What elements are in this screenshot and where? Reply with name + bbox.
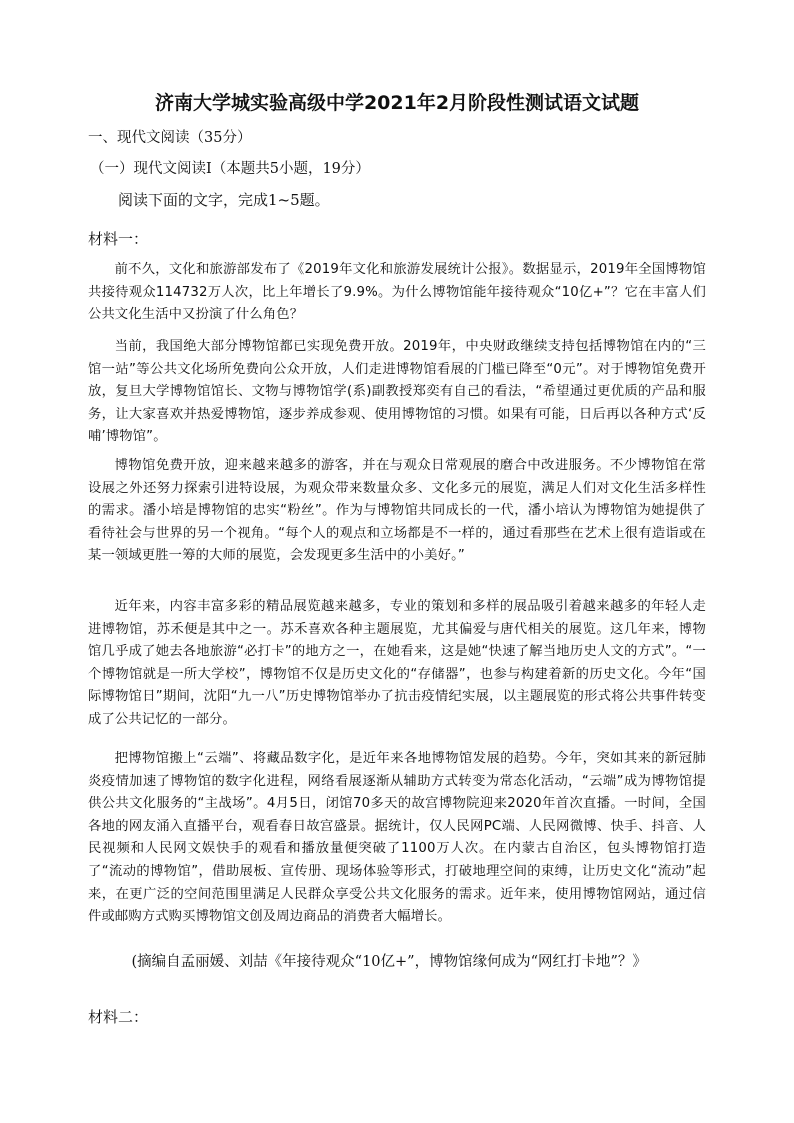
- material-one-label: 材料一：: [88, 230, 149, 248]
- paragraph-2: 当前，我国绝大部分博物馆都已实现免费开放。2019年，中央财政继续支持包括博物馆在内的“三馆一站”等公共文化场所免费向公众开放，人们走进博物馆看展的门槛已降至“0元”。对于博物馆免费开放，复旦大学博物馆馆长、文物与博物馆学(系)副教授郑奕有自己的看法，“希望通过更优质的产品和服务，让大家喜欢并热爱博物馆，逐步养成参观、使用博物馆的习惯。如果有可能，日后再以各种方式‘反哺’博物馆”。: [88, 339, 706, 445]
- exam-title: 济南大学城实验高级中学2021年2月阶段性测试语文试题: [154, 92, 640, 114]
- section-heading: 一、现代文阅读（35分）: [88, 130, 252, 146]
- reading-instruction: 阅读下面的文字，完成1~5题。: [118, 191, 330, 209]
- paragraph-1: 前不久，文化和旅游部发布了《2019年文化和旅游发展统计公报》。数据显示，2019年全国博物馆共接待观众114732万人次，比上年增长了9.9%。为什么博物馆能年接待观众“10亿+”？它在丰富人们公共文化生活中又扮演了什么角色？: [88, 262, 706, 323]
- paragraph-5: 把博物馆搬上“云端”、将藏品数字化，是近年来各地博物馆发展的趋势。今年，突如其来的新冠肺炎疫情加速了博物馆的数字化进程，网络看展逐渐从辅助方式转变为常态化活动，“云端”成为博物馆提供公共文化服务的“主战场”。4月5日，闭馆70多天的故宫博物院迎来2020年首次直播。一时间，全国各地的网友涌入直播平台，观看春日故宫盛景。据统计，仅人民网PC端、人民网微博、快手、抖音、人民视频和人民网文娱快手的观看和播放量便突破了1100万人次。在内蒙古自治区，包头博物馆打造了“流动的博物馆”，借助展板、宣传册、现场体验等形式，打破地理空间的束缚，让历史文化“流动”起来，在更广泛的空间范围里满足人民群众享受公共文化服务的需求。近年来，使用博物馆网站，通过信件或邮购方式购买博物馆文创及周边商品的消费者大幅增长。: [88, 751, 706, 925]
- paragraph-3: 博物馆免费开放，迎来越来越多的游客，并在与观众日常观展的磨合中改进服务。不少博物馆在常设展之外还努力探索引进特设展，为观众带来数量众多、文化多元的展览，满足人们对文化生活多样性的需求。潘小培是博物馆的忠实“粉丝”。作为与博物馆共同成长的一代，潘小培认为博物馆为她提供了看待社会与世界的另一个视角。“每个人的观点和立场都是不一样的，通过看那些在艺术上很有造诣或在某一领域更胜一筹的大师的展览，会发现更多生活中的小美好。”: [88, 458, 706, 564]
- source-citation: (摘编自孟丽媛、刘喆《年接待观众“10亿+”，博物馆缘何成为“网红打卡地”？》: [131, 954, 647, 970]
- subsection-heading: （一）现代文阅读Ⅰ（本题共5小题，19分）: [90, 161, 370, 177]
- material-two-label: 材料二：: [88, 1008, 149, 1026]
- paragraph-4: 近年来，内容丰富多彩的精品展览越来越多，专业的策划和多样的展品吸引着越来越多的年轻人走进博物馆，苏禾便是其中之一。苏禾喜欢各种主题展览，尤其偏爱与唐代相关的展览。这几年来，博物馆几乎成了她去各地旅游“必打卡”的地方之一，在她看来，这是她“快速了解当地历史人文的方式”。“一个博物馆就是一所大学校”，博物馆不仅是历史文化的“存储器”，也参与构建着新的历史文化。今年“国际博物馆日”期间，沈阳“九一八”历史博物馆举办了抗击疫情纪实展，以主题展览的形式将公共事件转变成了公共记忆的一部分。: [88, 599, 706, 727]
